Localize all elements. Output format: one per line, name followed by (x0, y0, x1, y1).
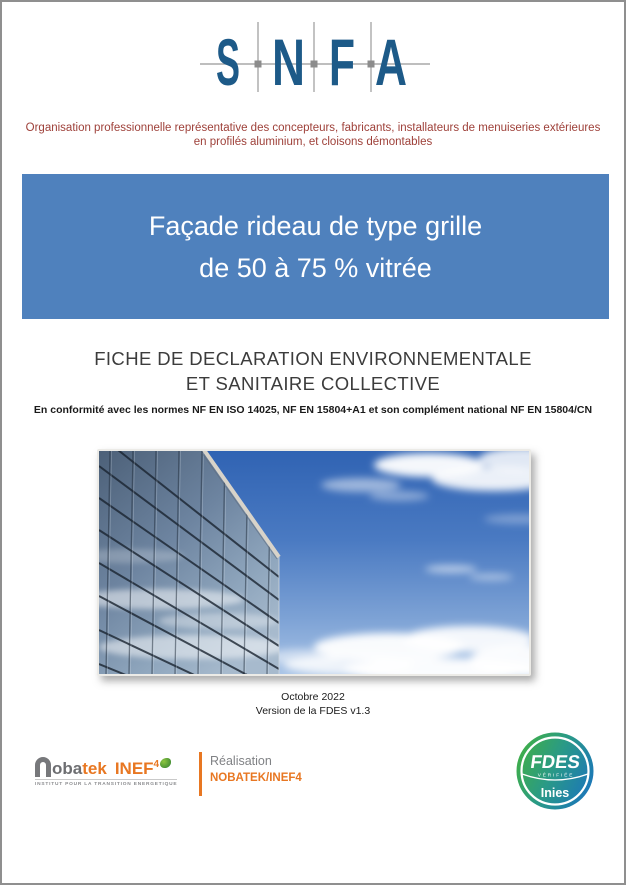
fdes-badge-subtitle: VÉRIFIÉE (537, 772, 575, 778)
snfa-dot-icon (311, 61, 318, 68)
inies-brand: Inies (540, 786, 570, 800)
fdes-badge-title: FDES (529, 751, 582, 772)
document-title-line-2: ET SANITAIRE COLLECTIVE (185, 373, 441, 394)
publication-date: Octobre 2022 (281, 691, 345, 703)
organisation-line-2: en profilés aluminium, et cloisons démontables (193, 136, 433, 148)
footer-divider (199, 752, 202, 796)
snfa-letter-s: S (216, 25, 240, 99)
fdes-verified-badge (515, 731, 595, 811)
product-banner-line-2: de 50 à 75 % vitrée (199, 252, 432, 283)
nobatek-tagline: INSTITUT POUR LA TRANSITION ENERGETIQUE (35, 779, 177, 787)
snfa-logo (195, 10, 435, 100)
realisation-block (210, 754, 302, 784)
inef-text: INEF (114, 759, 154, 778)
fdes-version: Version de la FDES v1.3 (255, 704, 371, 717)
nobatek-text-gray: oba (52, 759, 83, 778)
nobatek-wordmark (35, 751, 177, 777)
snfa-dot-icon (368, 61, 375, 68)
leaf-icon (160, 758, 171, 768)
organisation-description (2, 121, 624, 149)
snfa-letter-f: F (329, 25, 355, 99)
organisation-line-1: Organisation professionnelle représentative des concepteurs, fabricants, installateurs de menuiseries extérieures (25, 122, 601, 134)
realisation-label: Réalisation (210, 754, 272, 768)
snfa-dot-icon (255, 61, 262, 68)
facade-photo-illustration (99, 451, 529, 674)
version-block (2, 691, 624, 718)
document-title-line-1: FICHE DE DECLARATION ENVIRONNEMENTALE (94, 348, 532, 369)
nobatek-inef4-logo (35, 751, 177, 787)
conformity-statement: En conformité avec les normes NF EN ISO 14025, NF EN 15804+A1 et son complément national NF EN 15804/CN (33, 404, 593, 416)
facade-photo (97, 449, 531, 676)
document-title (2, 346, 624, 396)
nobatek-n-icon (35, 757, 51, 777)
snfa-letter-a: A (375, 25, 407, 99)
realisation-value: NOBATEK/INEF4 (210, 772, 302, 784)
product-banner (22, 174, 609, 319)
nobatek-text-orange: tek (82, 759, 107, 778)
snfa-letter-n: N (272, 25, 305, 99)
product-banner-line-1: Façade rideau de type grille (148, 210, 483, 241)
inef-sup-4: 4 (153, 759, 160, 770)
